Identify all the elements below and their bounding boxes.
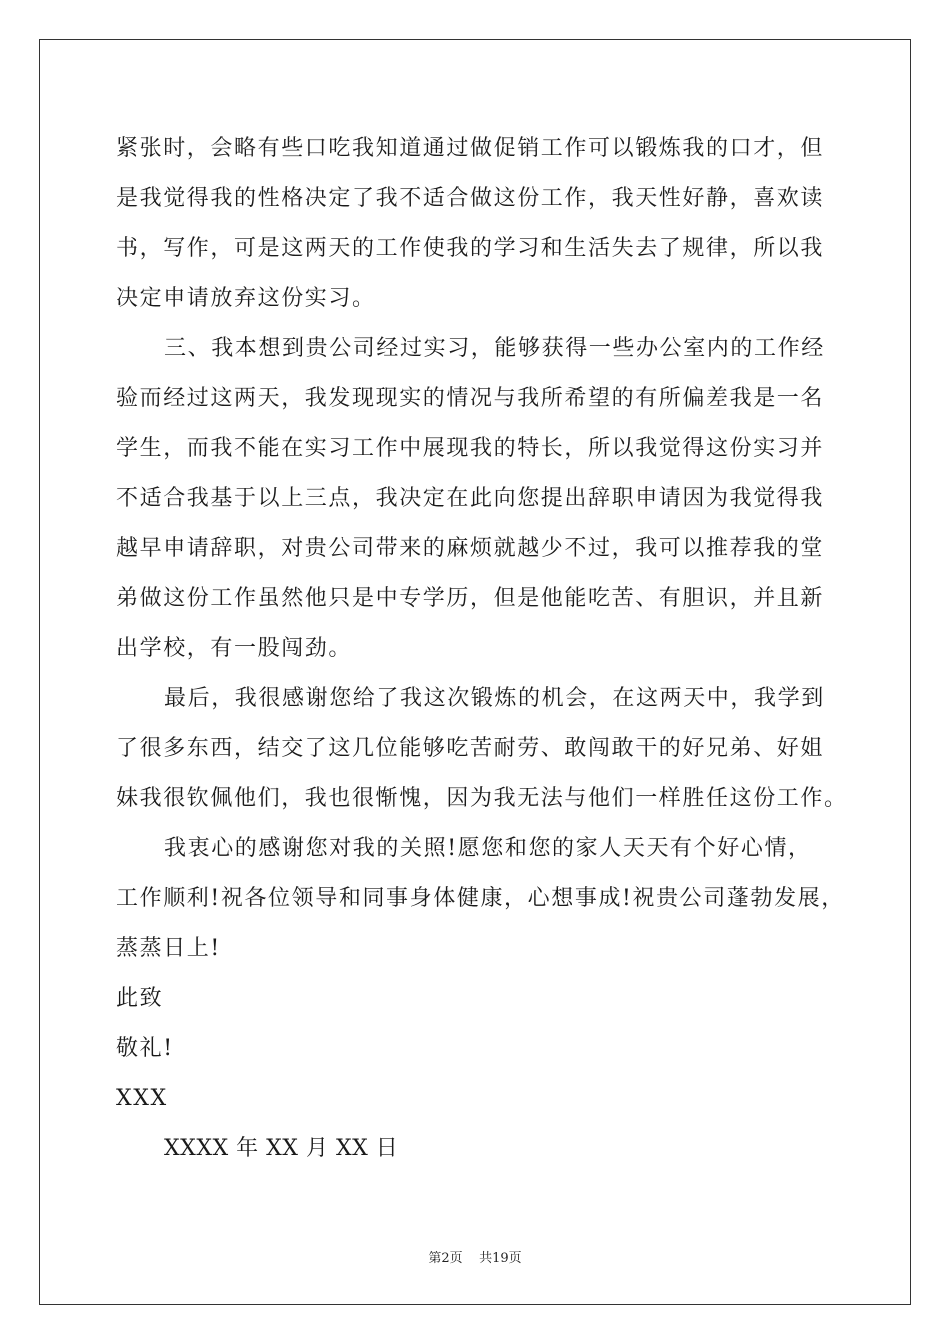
document-body — [116, 124, 848, 1174]
text-line: 敬礼! — [116, 1036, 174, 1061]
page-number: 第2页 — [428, 1251, 463, 1266]
total-pages: 共19页 — [479, 1251, 522, 1266]
text-line: 我衷心的感谢您对我的关照!愿您和您的家人天天有个好心情， — [164, 836, 812, 861]
text-line: 蒸蒸日上! — [116, 936, 221, 961]
text-line: 弟做这份工作虽然他只是中专学历，但是他能吃苦、有胆识，并且新 — [116, 586, 825, 611]
text-line: 书，写作，可是这两天的工作使我的学习和生活失去了规律，所以我 — [116, 236, 825, 261]
text-line: 验而经过这两天，我发现现实的情况与我所希望的有所偏差我是一名 — [116, 386, 825, 411]
text-line: 工作顺利!祝各位领导和同事身体健康，心想事成!祝贵公司蓬勃发展， — [116, 886, 845, 911]
text-line: 学生，而我不能在实习工作中展现我的特长，所以我觉得这份实习并 — [116, 436, 825, 461]
date-line: XXXX 年 XX 月 XX 日 — [164, 1136, 399, 1161]
text-line: 越早申请辞职，对贵公司带来的麻烦就越少不过，我可以推荐我的堂 — [116, 536, 825, 561]
text-line: 三、我本想到贵公司经过实习，能够获得一些办公室内的工作经 — [164, 336, 825, 361]
text-line: 出学校，有一股闯劲。 — [116, 636, 353, 661]
text-line: 了很多东西，结交了这几位能够吃苦耐劳、敢闯敢干的好兄弟、好姐 — [116, 736, 825, 761]
paragraph-lines — [116, 124, 848, 1124]
text-line: 妹我很钦佩他们，我也很惭愧，因为我无法与他们一样胜任这份工作。 — [116, 786, 848, 811]
text-line: XXX — [116, 1086, 168, 1111]
text-line: 决定申请放弃这份实习。 — [116, 286, 376, 311]
page-footer — [0, 1247, 950, 1266]
text-line: 此致 — [116, 986, 164, 1011]
text-line: 不适合我基于以上三点，我决定在此向您提出辞职申请因为我觉得我 — [116, 486, 825, 511]
text-line: 是我觉得我的性格决定了我不适合做这份工作，我天性好静，喜欢读 — [116, 186, 825, 211]
text-line: 最后，我很感谢您给了我这次锻炼的机会，在这两天中，我学到 — [164, 686, 825, 711]
text-line: 紧张时，会略有些口吃我知道通过做促销工作可以锻炼我的口才，但 — [116, 136, 825, 161]
